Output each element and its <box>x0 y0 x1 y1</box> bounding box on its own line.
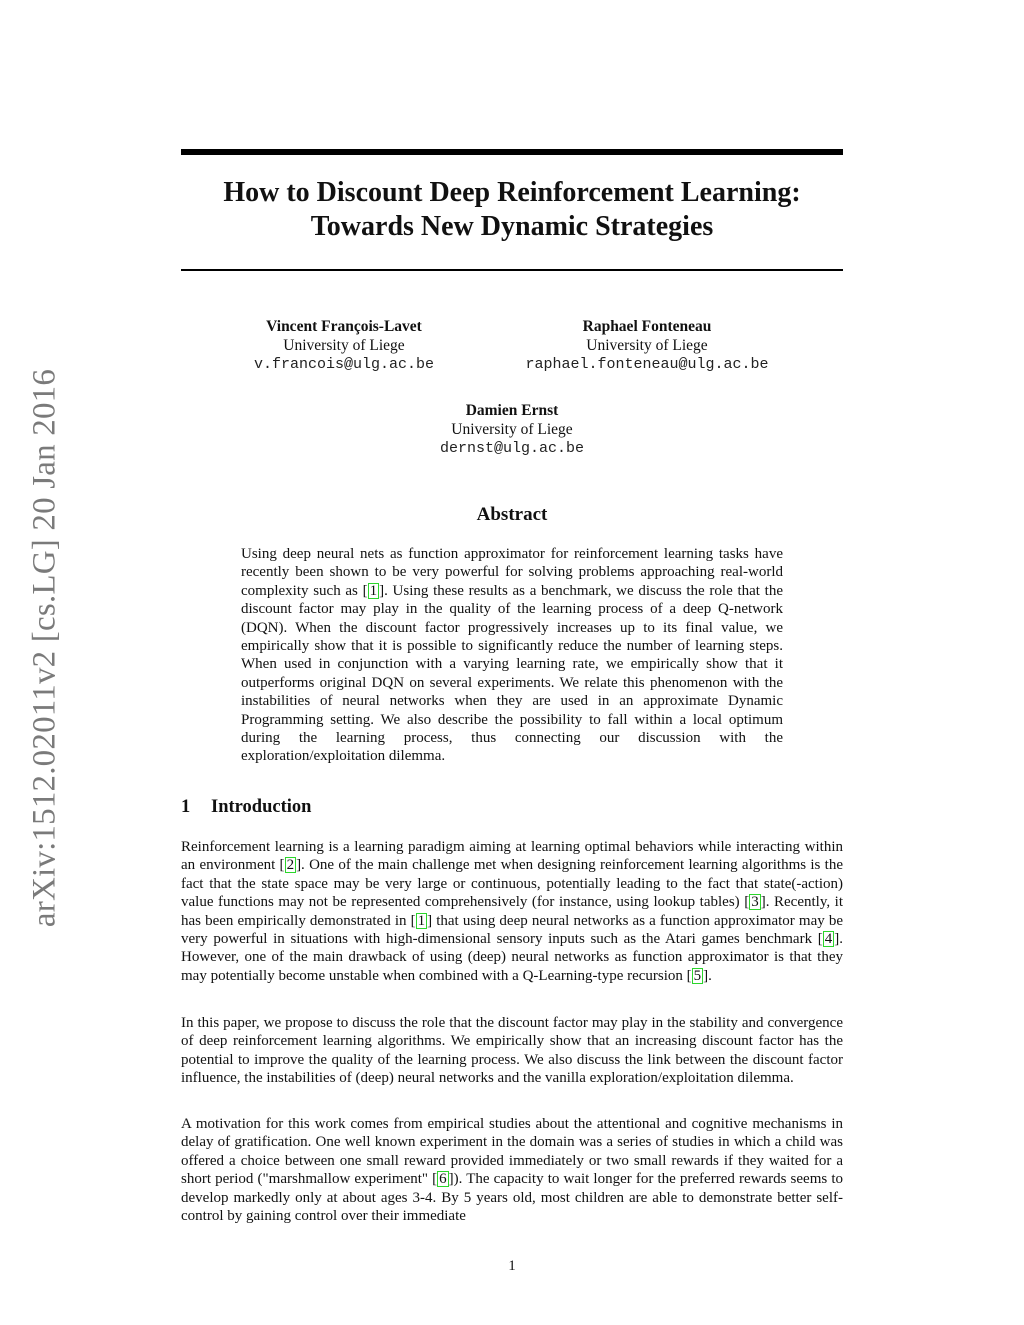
intro-paragraph-2: In this paper, we propose to discuss the role that the discount factor may play in the stability and convergence of deep reinforcement learning algorithms. We empirically show that an increasing discount factor has the potential to improve the quality of the learning process. We also discuss the link between the discount factor influence, the instabilities of (deep) neural networks and the vanilla exploration/exploitation dilemma. <box>181 1015 843 1087</box>
paragraph-text-segment: ]. However, one of the main drawback of using (deep) neural networks as function approximator is that they may potentially become unstable when combined with a Q-Learning-type recursion [ <box>181 931 843 984</box>
arxiv-identifier-stamp: arXiv:1512.02011v2 [cs.LG] 20 Jan 2016 <box>26 368 63 928</box>
paragraph-text-segment: Reinforcement learning is a learning paradigm aiming at learning optimal behaviors while interacting within an environment [ <box>181 839 843 874</box>
citation-link[interactable]: 4 <box>824 931 833 948</box>
citation-link[interactable]: 6 <box>439 1171 447 1188</box>
paper-title <box>181 176 843 244</box>
abstract-text-segment: ]. Using these results as a benchmark, we discuss the role that the discount factor may play in the quality of the learning process of a deep Q-network (DQN). When the discount factor progressively increases up to its final value, we empirically show that it is possible to significantly reduce the number of learning steps. When used in conjunction with a varying learning rate, we empirically show that it outperforms original DQN on several experiments. We relate this phenomenon with the instabilities of neural networks when they are used in an approximate Dynamic Programming setting. We also describe the possibility to fall within a local optimum during the learning process, thus connecting our discussion with the exploration/exploitation dilemma. <box>241 582 783 765</box>
author-name: Raphael Fonteneau <box>582 318 712 335</box>
section-number: 1 <box>181 797 191 817</box>
abstract-heading: Abstract <box>476 504 548 525</box>
intro-paragraph-1 <box>181 838 843 985</box>
author-email[interactable]: dernst@ulg.ac.be <box>439 440 585 457</box>
title-bottom-rule <box>181 269 843 271</box>
intro-paragraph-3 <box>181 1115 843 1225</box>
author-block-1 <box>236 317 452 374</box>
author-name: Vincent François-Lavet <box>266 318 422 335</box>
title-line-1: How to Discount Deep Reinforcement Learning: <box>223 177 801 208</box>
author-affiliation: University of Liege <box>451 421 573 438</box>
citation-link[interactable]: 5 <box>693 967 702 984</box>
page-number: 1 <box>508 1258 516 1274</box>
citation-link[interactable]: 1 <box>369 582 378 599</box>
abstract-text <box>241 545 783 766</box>
title-line-2: Towards New Dynamic Strategies <box>310 211 714 242</box>
citation-link[interactable]: 1 <box>417 912 426 929</box>
abstract-text-segment: Using deep neural nets as function approximator for reinforcement learning tasks have recently been shown to be very powerful for solving problems approaching real-world complexity such as [ <box>241 546 783 599</box>
author-block-3 <box>412 401 612 458</box>
paragraph-text-segment: ]. One of the main challenge met when designing reinforcement learning algorithms is the fact that the state space may be very large or continuous, potentially leading to the fact that state(-action) value functions may not be represented comprehensively (for instance, using lookup tables) [ <box>181 857 843 911</box>
section-title: Introduction <box>211 797 312 817</box>
section-heading <box>181 797 311 818</box>
paragraph-text-segment: ]. Recently, it has been empirically demonstrated in [ <box>181 894 843 929</box>
author-name: Damien Ernst <box>465 402 559 419</box>
citation-link[interactable]: 2 <box>286 857 295 874</box>
author-affiliation: University of Liege <box>283 337 405 354</box>
paragraph-text-segment: A motivation for this work comes from empirical studies about the attentional and cognitive mechanisms in delay of gratification. One well known experiment in the domain was a series of studies in which a child was offered a choice between one small reward provided immediately or two small rewards if they waited for a short period ("marshmallow experiment" [ <box>181 1116 843 1188</box>
title-top-rule <box>181 149 843 155</box>
paragraph-text-segment: ]. <box>703 967 712 984</box>
paragraph-text-segment: ]). The capacity to wait longer for the preferred rewards seems to develop markedly only at about ages 3-4. By 5 years old, most children are able to demonstrate better self-control by gaining control over their immediate <box>181 1171 843 1225</box>
author-email[interactable]: raphael.fonteneau@ulg.ac.be <box>525 356 769 373</box>
citation-link[interactable]: 3 <box>751 894 759 911</box>
author-email[interactable]: v.francois@ulg.ac.be <box>253 356 435 373</box>
author-block-2 <box>502 317 792 374</box>
paragraph-text-segment: ] that using deep neural networks as a function approximator may be very powerful in situations with high-dimensional sensory inputs such as the Atari games benchmark [ <box>181 912 843 948</box>
author-affiliation: University of Liege <box>586 337 708 354</box>
